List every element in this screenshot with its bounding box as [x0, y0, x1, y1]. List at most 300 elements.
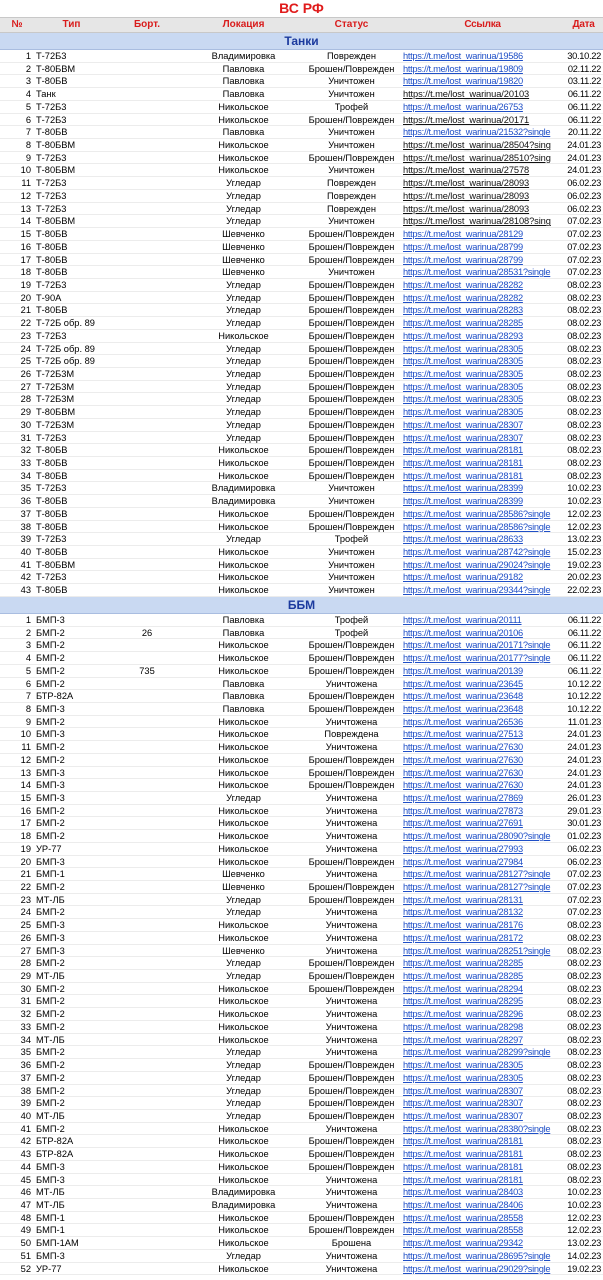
cell-num: 10: [20, 165, 31, 176]
cell-type: БМП-2: [36, 1047, 65, 1058]
cell-num: 40: [20, 547, 31, 558]
cell-link[interactable]: https://t.me/lost_warinua/28695?single: [403, 1250, 551, 1261]
table-row: [0, 639, 603, 652]
cell-location: Никольское: [218, 547, 269, 558]
cell-type: УР-77: [36, 843, 62, 854]
cell-location: Павловка: [222, 627, 265, 638]
cell-date: 24.01.23: [567, 767, 601, 778]
cell-status: Уничтожена: [325, 869, 378, 880]
cell-link[interactable]: https://t.me/lost_warinua/28282: [403, 279, 523, 290]
cell-link[interactable]: https://t.me/lost_warinua/28127?single: [403, 869, 551, 880]
cell-link[interactable]: https://t.me/lost_warinua/28305: [403, 407, 523, 418]
cell-status: Уничтожена: [325, 1034, 378, 1045]
cell-link[interactable]: https://t.me/lost_warinua/26753: [403, 101, 523, 112]
cell-link[interactable]: https://t.me/lost_warinua/27630: [403, 742, 523, 753]
cell-link[interactable]: https://t.me/lost_warinua/28282: [403, 292, 523, 303]
cell-num: 20: [20, 292, 31, 303]
cell-type: Т-80БВ: [36, 241, 68, 252]
header-location[interactable]: Локация: [222, 19, 265, 30]
cell-link[interactable]: https://t.me/lost_warinua/28742?single: [403, 547, 551, 558]
table-row: [0, 177, 603, 190]
cell-bort: [109, 805, 185, 817]
cell-num: 25: [20, 356, 31, 367]
cell-type: Танк: [36, 89, 56, 100]
cell-status: Уничтожен: [328, 140, 375, 151]
cell-bort: [109, 1072, 185, 1084]
cell-date: 06.11.22: [567, 665, 601, 676]
cell-link[interactable]: https://t.me/lost_warinua/28293: [403, 330, 523, 341]
cell-location: Никольское: [218, 665, 269, 676]
cell-link[interactable]: https://t.me/lost_warinua/27869: [403, 792, 523, 803]
cell-status: Уничтожен: [328, 127, 375, 138]
cell-date: 06.02.23: [567, 843, 601, 854]
cell-link[interactable]: https://t.me/lost_warinua/27873: [403, 805, 523, 816]
cell-link[interactable]: https://t.me/lost_warinua/27513: [403, 729, 523, 740]
cell-link[interactable]: https://t.me/lost_warinua/28176: [403, 920, 523, 931]
cell-link[interactable]: https://t.me/lost_warinua/28799: [403, 254, 523, 265]
table-row: [0, 627, 603, 640]
cell-link[interactable]: https://t.me/lost_warinua/28633: [403, 534, 523, 545]
cell-date: 26.01.23: [567, 792, 601, 803]
cell-bort: [109, 1085, 185, 1097]
cell-date: 06.11.22: [567, 101, 601, 112]
cell-link[interactable]: https://t.me/lost_warinua/28181: [403, 1149, 523, 1160]
cell-location: Никольское: [218, 458, 269, 468]
cell-location: Никольское: [218, 856, 269, 867]
cell-link[interactable]: https://t.me/lost_warinua/28181: [403, 458, 523, 468]
cell-type: Т-80БВМ: [36, 140, 76, 151]
cell-link[interactable]: https://t.me/lost_warinua/28093: [403, 178, 530, 189]
table-row: [0, 1135, 603, 1148]
cell-num: 36: [20, 1060, 31, 1071]
cell-num: 5: [25, 665, 31, 676]
cell-link[interactable]: https://t.me/lost_warinua/28305: [403, 356, 523, 367]
cell-status: Уничтожена: [325, 805, 378, 816]
cell-type: Т-72Б3М: [36, 381, 75, 392]
cell-date: 06.02.23: [567, 190, 601, 201]
cell-date: 06.11.22: [567, 89, 601, 100]
cell-bort: [109, 1034, 185, 1046]
cell-num: 26: [20, 368, 31, 379]
cell-link[interactable]: https://t.me/lost_warinua/28799: [403, 241, 523, 252]
cell-link[interactable]: https://t.me/lost_warinua/27578: [403, 165, 530, 176]
cell-link[interactable]: https://t.me/lost_warinua/28172: [403, 932, 523, 943]
header-type[interactable]: Тип: [62, 19, 81, 30]
cell-link[interactable]: https://t.me/lost_warinua/29024?single: [403, 559, 551, 570]
cell-link[interactable]: https://t.me/lost_warinua/28305: [403, 381, 523, 392]
cell-link[interactable]: https://t.me/lost_warinua/20171: [403, 114, 530, 125]
cell-link[interactable]: https://t.me/lost_warinua/21532?single: [403, 127, 551, 138]
cell-link[interactable]: https://t.me/lost_warinua/20103: [403, 89, 530, 100]
cell-type: Т-80БВМ: [36, 165, 76, 176]
cell-date: 08.02.23: [567, 1161, 601, 1172]
cell-num: 17: [20, 254, 31, 265]
cell-bort: [109, 767, 185, 779]
cell-location: Угледар: [226, 356, 261, 367]
cell-link[interactable]: https://t.me/lost_warinua/28305: [403, 343, 523, 354]
cell-link[interactable]: https://t.me/lost_warinua/28090?single: [403, 831, 551, 842]
cell-link[interactable]: https://t.me/lost_warinua/29029?single: [403, 1263, 551, 1274]
cell-bort: [109, 690, 185, 702]
cell-type: УР-77: [36, 1263, 62, 1274]
cell-type: Т-72Б обр. 89: [36, 318, 95, 329]
cell-link[interactable]: https://t.me/lost_warinua/28299?single: [403, 1047, 551, 1058]
cell-type: Т-72Б3: [36, 152, 67, 163]
cell-location: Угледар: [226, 1072, 261, 1083]
cell-link[interactable]: https://t.me/lost_warinua/28305: [403, 394, 523, 405]
cell-status: Уничтожена: [325, 678, 378, 689]
cell-type: БМП-3: [36, 614, 65, 625]
cell-num: 18: [20, 831, 31, 842]
cell-date: 15.02.23: [567, 547, 601, 558]
cell-link[interactable]: https://t.me/lost_warinua/28504?sing: [403, 140, 551, 151]
cell-status: Уничтожена: [325, 1263, 378, 1274]
cell-status: Брошен/Поврежден: [308, 279, 395, 290]
cell-date: 20.02.23: [567, 572, 601, 583]
cell-bort: [109, 101, 185, 113]
cell-status: Брошен/Поврежден: [308, 254, 395, 265]
cell-location: Никольское: [218, 330, 269, 341]
cell-location: Угледар: [226, 1098, 261, 1109]
cell-link[interactable]: https://t.me/lost_warinua/27993: [403, 843, 523, 854]
cell-num: 25: [20, 920, 31, 931]
cell-link[interactable]: https://t.me/lost_warinua/27984: [403, 856, 523, 867]
cell-type: Т-80БВМ: [36, 559, 76, 570]
table-row: [0, 716, 603, 729]
cell-link[interactable]: https://t.me/lost_warinua/28181: [403, 1136, 523, 1147]
cell-link[interactable]: https://t.me/lost_warinua/28108?sing: [403, 216, 551, 227]
cell-link[interactable]: https://t.me/lost_warinua/29342: [403, 1238, 523, 1249]
cell-link[interactable]: https://t.me/lost_warinua/28297: [403, 1034, 523, 1045]
cell-link[interactable]: https://t.me/lost_warinua/28307: [403, 1098, 523, 1109]
cell-link[interactable]: https://t.me/lost_warinua/28305: [403, 368, 523, 379]
cell-link[interactable]: https://t.me/lost_warinua/28510?sing: [403, 152, 551, 163]
cell-date: 12.02.23: [567, 521, 601, 532]
cell-status: Брошен/Поврежден: [308, 318, 395, 329]
cell-status: Брошен/Поврежден: [308, 754, 395, 765]
cell-link[interactable]: https://t.me/lost_warinua/28586?single: [403, 521, 551, 532]
cell-type: Т-72Б3: [36, 101, 67, 112]
cell-date: 24.01.23: [567, 140, 601, 151]
cell-link[interactable]: https://t.me/lost_warinua/28403: [403, 1187, 523, 1198]
cell-type: БМП-2: [36, 665, 65, 676]
cell-num: 19: [20, 843, 31, 854]
cell-date: 08.02.23: [567, 381, 601, 392]
cell-bort: [109, 881, 185, 893]
cell-link[interactable]: https://t.me/lost_warinua/27691: [403, 818, 523, 829]
cell-bort: [109, 533, 185, 545]
cell-type: БМП-2: [36, 958, 65, 969]
cell-status: Брошен/Поврежден: [308, 1212, 395, 1223]
cell-link[interactable]: https://t.me/lost_warinua/28181: [403, 470, 523, 481]
cell-date: 13.02.23: [567, 534, 601, 545]
cell-link[interactable]: https://t.me/lost_warinua/27630: [403, 767, 523, 778]
cell-date: 30.01.23: [567, 818, 601, 829]
cell-bort: [109, 139, 185, 151]
header-date[interactable]: Дата: [572, 19, 595, 30]
cell-num: 43: [20, 1149, 31, 1160]
cell-link[interactable]: https://t.me/lost_warinua/28285: [403, 318, 523, 329]
cell-status: Брошен/Поврежден: [308, 653, 395, 664]
cell-location: Никольское: [218, 521, 269, 532]
cell-bort: [109, 215, 185, 227]
cell-num: 39: [20, 534, 31, 545]
cell-location: Павловка: [222, 678, 265, 689]
cell-num: 19: [20, 279, 31, 290]
cell-location: Никольское: [218, 1123, 269, 1134]
cell-date: 08.02.23: [567, 432, 601, 443]
cell-type: Т-72Б3: [36, 203, 67, 214]
cell-type: Т-72Б обр. 89: [36, 343, 95, 354]
section-header: Танки: [0, 33, 603, 50]
cell-num: 4: [25, 653, 31, 664]
cell-bort: [109, 1161, 185, 1173]
cell-bort: [109, 254, 185, 266]
cell-num: 32: [20, 1009, 31, 1020]
cell-status: Брошен/Поврежден: [308, 882, 395, 892]
cell-link[interactable]: https://t.me/lost_warinua/28131: [403, 894, 523, 905]
cell-link[interactable]: https://t.me/lost_warinua/29182: [403, 572, 523, 583]
table-row: [0, 406, 603, 419]
table-row: [0, 482, 603, 495]
cell-num: 11: [21, 178, 31, 189]
cell-bort: [109, 1148, 185, 1160]
table-row: [0, 368, 603, 381]
cell-type: БМП-3: [36, 729, 65, 740]
cell-num: 30: [20, 419, 31, 430]
cell-bort: [109, 521, 185, 533]
cell-bort: [109, 419, 185, 431]
cell-link[interactable]: https://t.me/lost_warinua/28093: [403, 190, 530, 201]
cell-num: 13: [20, 203, 31, 214]
cell-link[interactable]: https://t.me/lost_warinua/19809: [403, 63, 523, 74]
cell-num: 8: [25, 703, 31, 714]
table-row: [0, 678, 603, 691]
cell-type: БМП-3: [36, 945, 65, 956]
cell-date: 06.11.22: [567, 114, 601, 125]
cell-link[interactable]: https://t.me/lost_warinua/28558: [403, 1225, 523, 1236]
cell-link[interactable]: https://t.me/lost_warinua/20139: [403, 665, 523, 676]
cell-type: БМП-1АМ: [36, 1238, 79, 1249]
cell-type: БМП-2: [36, 627, 65, 638]
cell-link[interactable]: https://t.me/lost_warinua/28181: [403, 445, 523, 456]
cell-location: Никольское: [218, 767, 269, 778]
cell-link[interactable]: https://t.me/lost_warinua/28399: [403, 483, 523, 494]
cell-status: Брошен/Поврежден: [308, 665, 395, 676]
table-row: [0, 228, 603, 241]
cell-link[interactable]: https://t.me/lost_warinua/28307: [403, 1085, 523, 1096]
cell-status: Брошен/Поврежден: [308, 330, 395, 341]
cell-date: 10.12.22: [567, 691, 601, 702]
table-row: [0, 779, 603, 792]
cell-link[interactable]: https://t.me/lost_warinua/28129: [403, 229, 523, 240]
cell-num: 37: [20, 1072, 31, 1083]
cell-location: Угледар: [226, 190, 261, 201]
cell-date: 03.11.22: [567, 76, 601, 87]
cell-link[interactable]: https://t.me/lost_warinua/28399: [403, 496, 523, 507]
header-bort[interactable]: Борт.: [133, 19, 161, 30]
cell-link[interactable]: https://t.me/lost_warinua/23648: [403, 691, 523, 702]
cell-date: 12.02.23: [567, 1225, 601, 1236]
cell-status: Уничтожена: [325, 1021, 378, 1032]
header-num[interactable]: №: [11, 19, 23, 30]
cell-num: 11: [21, 742, 31, 753]
cell-link[interactable]: https://t.me/lost_warinua/28181: [403, 1161, 523, 1172]
cell-location: Шевченко: [222, 241, 265, 252]
cell-type: Т-80БВМ: [36, 63, 76, 74]
cell-link[interactable]: https://t.me/lost_warinua/28307: [403, 432, 523, 443]
cell-num: 43: [20, 585, 31, 596]
cell-bort: [109, 266, 185, 278]
cell-num: 40: [20, 1110, 31, 1121]
cell-location: Никольское: [218, 1174, 269, 1185]
cell-bort: [109, 716, 185, 728]
cell-link[interactable]: https://t.me/lost_warinua/20111: [403, 614, 522, 625]
table-row: [0, 546, 603, 559]
table-row: [0, 970, 603, 983]
table-row: [0, 665, 603, 678]
cell-num: 23: [20, 894, 31, 905]
cell-bort: [109, 639, 185, 651]
cell-status: Уничтожен: [328, 165, 375, 176]
cell-link[interactable]: https://t.me/lost_warinua/28285: [403, 958, 523, 969]
cell-link[interactable]: https://t.me/lost_warinua/29344?single: [403, 585, 551, 596]
table-row: [0, 1046, 603, 1059]
cell-link[interactable]: https://t.me/lost_warinua/28296: [403, 1009, 523, 1020]
cell-link[interactable]: https://t.me/lost_warinua/23645: [403, 678, 523, 689]
cell-link[interactable]: https://t.me/lost_warinua/28283: [403, 305, 523, 316]
table-row: [0, 63, 603, 76]
cell-location: Шевченко: [222, 267, 265, 278]
cell-type: Т-72Б3М: [36, 419, 75, 430]
cell-type: БМП-3: [36, 920, 65, 931]
cell-link[interactable]: https://t.me/lost_warinua/20106: [403, 627, 523, 638]
cell-bort: [109, 1046, 185, 1058]
cell-link[interactable]: https://t.me/lost_warinua/28093: [403, 203, 530, 214]
cell-date: 07.02.23: [567, 894, 601, 905]
cell-num: 35: [20, 1047, 31, 1058]
cell-link[interactable]: https://t.me/lost_warinua/23648: [403, 703, 523, 714]
cell-link[interactable]: https://t.me/lost_warinua/28305: [403, 1072, 523, 1083]
cell-link[interactable]: https://t.me/lost_warinua/27630: [403, 754, 523, 765]
cell-location: Угледар: [226, 407, 261, 418]
cell-date: 19.02.23: [567, 559, 601, 570]
cell-bort: [109, 957, 185, 969]
table-row: [0, 215, 603, 228]
cell-link[interactable]: https://t.me/lost_warinua/28305: [403, 1060, 523, 1071]
cell-bort: [109, 1059, 185, 1071]
cell-link[interactable]: https://t.me/lost_warinua/28294: [403, 983, 523, 994]
cell-link[interactable]: https://t.me/lost_warinua/28558: [403, 1212, 523, 1223]
cell-bort: [109, 304, 185, 316]
cell-link[interactable]: https://t.me/lost_warinua/28586?single: [403, 508, 551, 519]
cell-location: Никольское: [218, 932, 269, 943]
cell-status: Поврежден: [327, 190, 376, 201]
cell-link[interactable]: https://t.me/lost_warinua/28181: [403, 1174, 523, 1185]
cell-date: 10.12.22: [567, 678, 601, 689]
header-status[interactable]: Статус: [334, 19, 369, 30]
cell-type: БМП-2: [36, 983, 65, 994]
cell-location: Угледар: [226, 318, 261, 329]
cell-location: Никольское: [218, 742, 269, 753]
cell-link[interactable]: https://t.me/lost_warinua/28132: [403, 907, 523, 918]
cell-bort: [109, 495, 185, 507]
cell-bort: [109, 190, 185, 202]
cell-num: 26: [20, 932, 31, 943]
cell-link[interactable]: https://t.me/lost_warinua/26536: [403, 716, 523, 727]
cell-link[interactable]: https://t.me/lost_warinua/28251?single: [403, 945, 551, 956]
cell-link[interactable]: https://t.me/lost_warinua/20171?single: [403, 640, 551, 651]
cell-bort: [109, 546, 185, 558]
cell-link[interactable]: https://t.me/lost_warinua/28127?single: [403, 882, 551, 892]
cell-status: Уничтожена: [325, 996, 378, 1007]
cell-link[interactable]: https://t.me/lost_warinua/27630: [403, 780, 523, 791]
cell-location: Павловка: [222, 703, 265, 714]
cell-date: 08.02.23: [567, 932, 601, 943]
cell-date: 08.02.23: [567, 458, 601, 468]
cell-type: Т-80БВ: [36, 547, 68, 558]
cell-date: 08.02.23: [567, 356, 601, 367]
cell-link[interactable]: https://t.me/lost_warinua/28295: [403, 996, 523, 1007]
cell-link[interactable]: https://t.me/lost_warinua/28380?single: [403, 1123, 551, 1134]
cell-link[interactable]: https://t.me/lost_warinua/28307: [403, 419, 523, 430]
cell-link[interactable]: https://t.me/lost_warinua/19820: [403, 76, 523, 87]
cell-type: БМП-2: [36, 1085, 65, 1096]
cell-date: 08.02.23: [567, 292, 601, 303]
cell-location: Угледар: [226, 1110, 261, 1121]
cell-link[interactable]: https://t.me/lost_warinua/28531?single: [403, 267, 551, 278]
cell-num: 3: [25, 640, 31, 651]
cell-location: Владимировка: [211, 1199, 276, 1210]
cell-link[interactable]: https://t.me/lost_warinua/28298: [403, 1021, 523, 1032]
cell-num: 31: [20, 432, 31, 443]
cell-link[interactable]: https://t.me/lost_warinua/20177?single: [403, 653, 551, 664]
cell-num: 41: [20, 1123, 31, 1134]
cell-type: Т-72Б3: [36, 178, 67, 189]
cell-status: Уничтожен: [328, 483, 375, 494]
cell-bort: [109, 1135, 185, 1147]
cell-bort: [109, 368, 185, 380]
cell-date: 06.11.22: [567, 614, 601, 625]
table-row: [0, 88, 603, 101]
cell-link[interactable]: https://t.me/lost_warinua/28307: [403, 1110, 523, 1121]
cell-link[interactable]: https://t.me/lost_warinua/19586: [403, 51, 523, 61]
cell-type: Т-72Б3: [36, 51, 67, 61]
cell-bort: [109, 830, 185, 842]
cell-location: Владимировка: [211, 483, 276, 494]
header-link[interactable]: Ссылка: [464, 19, 501, 30]
table-row: [0, 754, 603, 767]
cell-date: 24.01.23: [567, 729, 601, 740]
cell-date: 10.02.23: [567, 496, 601, 507]
cell-type: Т-72Б3М: [36, 394, 75, 405]
cell-num: 38: [20, 1085, 31, 1096]
cell-status: Брошен/Поврежден: [308, 640, 395, 651]
cell-bort: [109, 945, 185, 957]
table-row: [0, 1059, 603, 1072]
table-row: [0, 571, 603, 584]
table-row: [0, 881, 603, 894]
cell-date: 08.02.23: [567, 1149, 601, 1160]
cell-link[interactable]: https://t.me/lost_warinua/28285: [403, 971, 523, 982]
cell-link[interactable]: https://t.me/lost_warinua/28406: [403, 1199, 523, 1210]
cell-status: Уничтожена: [325, 932, 378, 943]
cell-type: Т-72Б3: [36, 534, 67, 545]
cell-bort: [109, 741, 185, 753]
table-row: [0, 190, 603, 203]
cell-type: БМП-2: [36, 678, 65, 689]
cell-bort: [109, 75, 185, 87]
